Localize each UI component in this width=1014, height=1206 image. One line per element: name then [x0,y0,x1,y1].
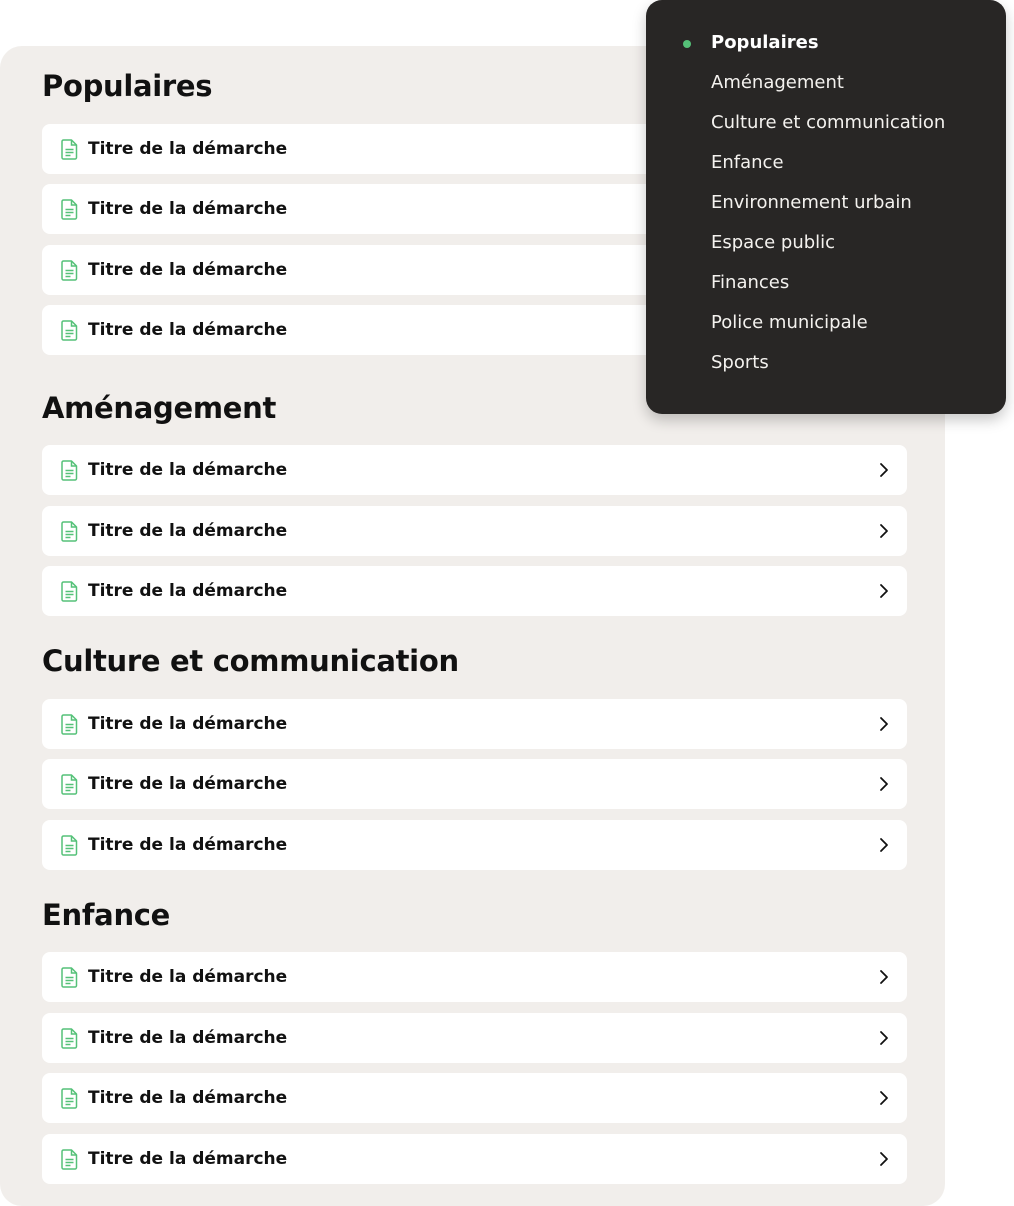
chevron-right-icon [877,837,891,853]
document-icon [61,1028,78,1049]
document-icon [61,835,78,856]
procedure-title: Titre de la démarche [88,521,288,541]
document-icon [61,1088,78,1109]
document-icon [61,774,78,795]
active-dot [683,40,691,48]
menu-item-sports[interactable]: Sports [711,352,769,373]
section-title-amenagement: Aménagement [42,391,277,425]
menu-item-enfance[interactable]: Enfance [711,152,784,173]
chevron-right-icon [877,1030,891,1046]
section-title-culture: Culture et communication [42,644,459,678]
chevron-right-icon [877,462,891,478]
procedure-row[interactable] [42,445,907,495]
procedure-row[interactable] [42,1013,907,1063]
procedure-title: Titre de la démarche [88,139,288,159]
procedure-title: Titre de la démarche [88,581,288,601]
section-title-enfance: Enfance [42,898,171,932]
chevron-right-icon [877,1090,891,1106]
menu-item-police-municipale[interactable]: Police municipale [711,312,868,333]
procedure-title: Titre de la démarche [88,774,288,794]
procedure-title: Titre de la démarche [88,1088,288,1108]
chevron-right-icon [877,1151,891,1167]
procedure-title: Titre de la démarche [88,260,288,280]
chevron-right-icon [877,776,891,792]
document-icon [61,320,78,341]
procedure-title: Titre de la démarche [88,320,288,340]
document-icon [61,967,78,988]
document-icon [61,521,78,542]
procedure-title: Titre de la démarche [88,714,288,734]
chevron-right-icon [877,523,891,539]
procedure-title: Titre de la démarche [88,1028,288,1048]
procedure-row[interactable] [42,1134,907,1184]
document-icon [61,581,78,602]
document-icon [61,139,78,160]
category-dropdown-menu [646,0,1006,414]
document-icon [61,714,78,735]
chevron-right-icon [877,583,891,599]
procedure-row[interactable] [42,1073,907,1123]
menu-item-espace-public[interactable]: Espace public [711,232,836,253]
chevron-right-icon [877,716,891,732]
document-icon [61,260,78,281]
procedure-row[interactable] [42,699,907,749]
procedure-row[interactable] [42,820,907,870]
procedure-title: Titre de la démarche [88,835,288,855]
document-icon [61,199,78,220]
procedure-row[interactable] [42,566,907,616]
procedure-title: Titre de la démarche [88,460,288,480]
procedure-row[interactable] [42,952,907,1002]
menu-item-environnement-urbain[interactable]: Environnement urbain [711,192,912,213]
procedure-title: Titre de la démarche [88,967,288,987]
menu-item-amenagement[interactable]: Aménagement [711,72,844,93]
procedure-title: Titre de la démarche [88,199,288,219]
document-icon [61,460,78,481]
procedure-row[interactable] [42,506,907,556]
menu-item-populaires[interactable]: Populaires [711,32,819,53]
menu-item-culture-et-communication[interactable]: Culture et communication [711,112,946,133]
procedure-row[interactable] [42,759,907,809]
procedure-title: Titre de la démarche [88,1149,288,1169]
menu-item-finances[interactable]: Finances [711,272,790,293]
document-icon [61,1149,78,1170]
chevron-right-icon [877,969,891,985]
section-title-populaires: Populaires [42,69,213,103]
